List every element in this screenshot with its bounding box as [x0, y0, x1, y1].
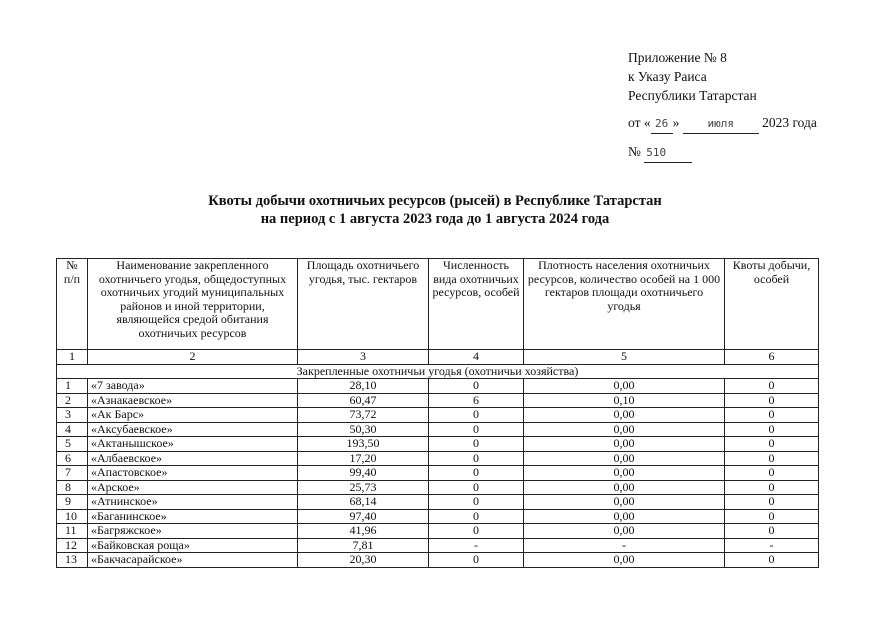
row-quota: 0	[725, 509, 819, 524]
row-population: 6	[429, 393, 524, 408]
row-name: «Актанышское»	[88, 437, 298, 452]
row-quota: 0	[725, 422, 819, 437]
row-population: 0	[429, 466, 524, 481]
row-area: 7,81	[298, 538, 429, 553]
table-row	[57, 451, 819, 466]
row-area: 60,47	[298, 393, 429, 408]
row-name: «Багряжское»	[88, 524, 298, 539]
row-name: «Баганинское»	[88, 509, 298, 524]
row-index: 13	[57, 553, 88, 568]
row-population: 0	[429, 495, 524, 510]
table-row	[57, 480, 819, 495]
row-population: 0	[429, 553, 524, 568]
header-population: Численность вида охотничьих ресурсов, особей	[429, 259, 524, 350]
header-name: Наименование закрепленного охотничьего угодья, общедоступных охотничьих угодий муниципальных районов и иной территории, являющейся средой обитания охотничьих ресурсов	[88, 259, 298, 350]
number-prefix: №	[628, 144, 641, 159]
row-density: 0,00	[524, 422, 725, 437]
row-population: 0	[429, 480, 524, 495]
row-density: -	[524, 538, 725, 553]
row-population: -	[429, 538, 524, 553]
row-name: «Атнинское»	[88, 495, 298, 510]
row-density: 0,00	[524, 495, 725, 510]
row-quota: 0	[725, 553, 819, 568]
row-index: 9	[57, 495, 88, 510]
row-density: 0,00	[524, 480, 725, 495]
row-density: 0,00	[524, 553, 725, 568]
header-density: Плотность населения охотничьих ресурсов, количество особей на 1 000 гектаров площади охотничьего угодья	[524, 259, 725, 350]
header-index: № п/п	[57, 259, 88, 350]
table-body	[57, 379, 819, 568]
table-row	[57, 524, 819, 539]
table-row	[57, 393, 819, 408]
row-name: «Апастовское»	[88, 466, 298, 481]
header-area: Площадь охотничьего угодья, тыс. гектаров	[298, 259, 429, 350]
row-index: 6	[57, 451, 88, 466]
date-mid: »	[672, 115, 680, 130]
number-value: 510	[644, 143, 692, 163]
column-number: 5	[524, 350, 725, 365]
row-quota: 0	[725, 408, 819, 423]
row-name: «Бакчасарайское»	[88, 553, 298, 568]
row-index: 3	[57, 408, 88, 423]
row-population: 0	[429, 509, 524, 524]
header-quota: Квоты добычи, особей	[725, 259, 819, 350]
row-population: 0	[429, 422, 524, 437]
row-index: 7	[57, 466, 88, 481]
row-index: 8	[57, 480, 88, 495]
date-suffix: 2023 года	[762, 115, 817, 130]
appendix-line-1: Приложение № 8	[628, 50, 727, 65]
row-name: «Арское»	[88, 480, 298, 495]
date-prefix: от «	[628, 115, 651, 130]
row-density: 0,00	[524, 379, 725, 394]
row-density: 0,00	[524, 466, 725, 481]
table-row	[57, 408, 819, 423]
row-density: 0,00	[524, 524, 725, 539]
row-name: «Азнакаевское»	[88, 393, 298, 408]
appendix-line-2: к Указу Раиса	[628, 69, 707, 84]
row-density: 0,00	[524, 437, 725, 452]
date-month: июля	[683, 114, 759, 134]
row-population: 0	[429, 379, 524, 394]
row-population: 0	[429, 437, 524, 452]
table-row	[57, 538, 819, 553]
row-density: 0,00	[524, 451, 725, 466]
row-name: «Аксубаевское»	[88, 422, 298, 437]
row-area: 73,72	[298, 408, 429, 423]
row-quota: 0	[725, 437, 819, 452]
row-area: 25,73	[298, 480, 429, 495]
table-row	[57, 379, 819, 394]
column-number: 4	[429, 350, 524, 365]
row-index: 1	[57, 379, 88, 394]
row-name: «7 завода»	[88, 379, 298, 394]
table-row	[57, 437, 819, 452]
row-population: 0	[429, 408, 524, 423]
row-name: «Байковская роща»	[88, 538, 298, 553]
row-population: 0	[429, 451, 524, 466]
appendix-block	[628, 48, 817, 163]
row-population: 0	[429, 524, 524, 539]
row-density: 0,10	[524, 393, 725, 408]
table-header-row	[57, 259, 819, 350]
row-density: 0,00	[524, 509, 725, 524]
row-quota: -	[725, 538, 819, 553]
row-index: 11	[57, 524, 88, 539]
row-quota: 0	[725, 379, 819, 394]
row-index: 4	[57, 422, 88, 437]
row-quota: 0	[725, 451, 819, 466]
row-area: 20,30	[298, 553, 429, 568]
column-number: 6	[725, 350, 819, 365]
row-index: 5	[57, 437, 88, 452]
row-index: 10	[57, 509, 88, 524]
row-area: 50,30	[298, 422, 429, 437]
row-quota: 0	[725, 480, 819, 495]
date-day: 26	[651, 114, 673, 134]
appendix-date	[628, 113, 817, 134]
row-quota: 0	[725, 524, 819, 539]
table-row	[57, 466, 819, 481]
row-name: «Ак Барс»	[88, 408, 298, 423]
table-row	[57, 495, 819, 510]
row-area: 17,20	[298, 451, 429, 466]
row-area: 97,40	[298, 509, 429, 524]
appendix-number	[628, 142, 817, 163]
row-area: 99,40	[298, 466, 429, 481]
row-area: 193,50	[298, 437, 429, 452]
row-quota: 0	[725, 495, 819, 510]
column-number: 1	[57, 350, 88, 365]
section-title: Закрепленные охотничьи угодья (охотничьи хозяйства)	[57, 364, 819, 379]
row-quota: 0	[725, 466, 819, 481]
table-row	[57, 422, 819, 437]
row-area: 28,10	[298, 379, 429, 394]
row-quota: 0	[725, 393, 819, 408]
title-line-1: Квоты добычи охотничьих ресурсов (рысей) в Республике Татарстан	[208, 193, 662, 209]
table-row	[57, 509, 819, 524]
row-area: 68,14	[298, 495, 429, 510]
title-line-2: на период с 1 августа 2023 года до 1 августа 2024 года	[260, 211, 610, 227]
table-row	[57, 553, 819, 568]
column-number-row	[57, 350, 819, 365]
document-title	[0, 192, 870, 228]
row-name: «Албаевское»	[88, 451, 298, 466]
row-density: 0,00	[524, 408, 725, 423]
row-index: 2	[57, 393, 88, 408]
section-row	[57, 364, 819, 379]
appendix-line-3: Республики Татарстан	[628, 88, 757, 103]
column-number: 2	[88, 350, 298, 365]
row-index: 12	[57, 538, 88, 553]
row-area: 41,96	[298, 524, 429, 539]
column-number: 3	[298, 350, 429, 365]
quota-table	[56, 258, 819, 568]
